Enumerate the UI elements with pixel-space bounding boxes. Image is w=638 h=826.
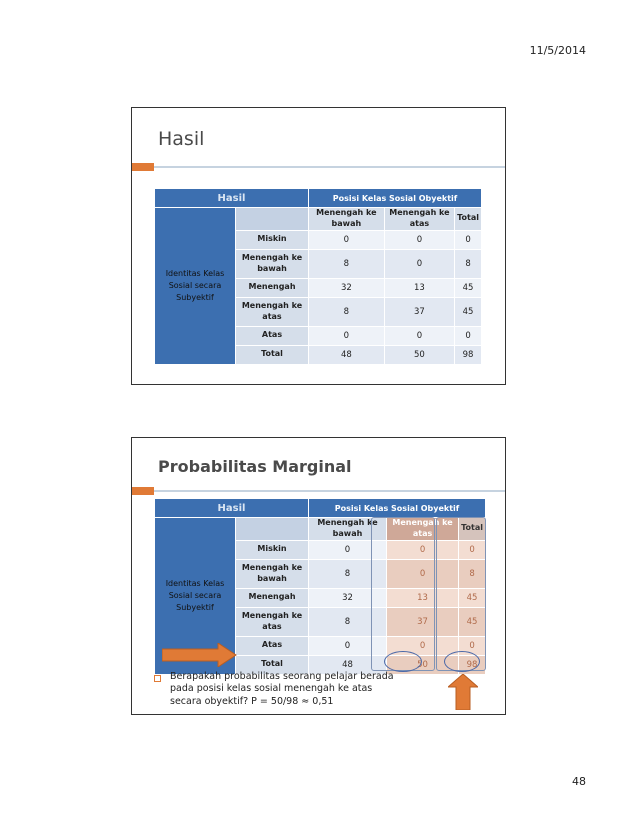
cell: 37 [384,297,454,326]
cell: 0 [309,636,387,655]
cell: 0 [384,230,454,249]
cell-highlighted: 8 [459,559,486,588]
cell: 98 [455,345,482,364]
cell: 0 [455,230,482,249]
col-header-highlighted: Menengah ke atas [386,518,458,541]
table-top-header: Posisi Kelas Sosial Obyektif [309,499,486,518]
slide-title: Hasil [158,128,205,150]
cell-highlighted: 50 [386,655,458,674]
slide-probabilitas-marginal [131,437,506,715]
title-divider [132,490,505,492]
cell-highlighted: 45 [459,588,486,607]
row-label: Menengah ke bawah [236,559,309,588]
cell: 0 [309,230,385,249]
row-label: Miskin [236,540,309,559]
right-arrow-icon [162,643,237,667]
cell: 0 [384,326,454,345]
question-bullet [154,671,404,708]
row-label: Atas [236,636,309,655]
cell: 8 [455,249,482,278]
table-hasil-header: Hasil [155,499,309,518]
row-label: Total [236,655,309,674]
row-label: Atas [236,326,309,345]
page-date: 11/5/2014 [529,44,586,57]
accent-block [132,487,154,495]
question-text: Berapakah probabilitas seorang pelajar berada pada posisi kelas sosial menengah ke atas secara obyektif? P = 50/98 ≈ 0,51 [170,671,394,707]
cell: 8 [309,249,385,278]
slide-title: Probabilitas Marginal [158,457,352,476]
cell: 32 [309,588,387,607]
cell: 0 [309,326,385,345]
cell: 0 [384,249,454,278]
cell: 48 [309,345,385,364]
cell-highlighted: 0 [459,540,486,559]
col-header: Menengah ke bawah [309,208,385,231]
cell: 48 [309,655,387,674]
cell: 8 [309,297,385,326]
slide-hasil [131,107,506,385]
cell: 0 [309,540,387,559]
row-label: Menengah [236,278,309,297]
cell-highlighted: 0 [386,559,458,588]
cell: 45 [455,278,482,297]
row-label: Menengah [236,588,309,607]
contingency-table [154,188,482,365]
cell-highlighted: 0 [386,540,458,559]
cell: 8 [309,559,387,588]
cell-highlighted: 13 [386,588,458,607]
row-label: Menengah ke atas [236,297,309,326]
col-header-highlighted: Total [459,518,486,541]
up-arrow-icon [448,674,478,710]
col-header: Total [455,208,482,231]
accent-block [132,163,154,171]
page-number: 48 [572,775,586,788]
cell-highlighted: 45 [459,607,486,636]
row-label: Miskin [236,230,309,249]
row-group-label: Identitas Kelas Sosial secara Subyektif [155,518,236,675]
row-label: Total [236,345,309,364]
col-header: Menengah ke atas [384,208,454,231]
cell: 50 [384,345,454,364]
col-header: Menengah ke bawah [309,518,387,541]
table-top-header: Posisi Kelas Sosial Obyektif [309,189,482,208]
cell-highlighted: 37 [386,607,458,636]
cell-highlighted: 0 [386,636,458,655]
cell-highlighted: 98 [459,655,486,674]
title-divider [132,166,505,168]
row-label: Menengah ke atas [236,607,309,636]
cell: 32 [309,278,385,297]
cell: 0 [455,326,482,345]
blank-cell [236,208,309,231]
cell: 45 [455,297,482,326]
row-group-label: Identitas Kelas Sosial secara Subyektif [155,208,236,365]
bullet-square-icon [154,675,161,682]
table-hasil-header: Hasil [155,189,309,208]
row-label: Menengah ke bawah [236,249,309,278]
cell: 13 [384,278,454,297]
cell: 8 [309,607,387,636]
blank-cell [236,518,309,541]
cell-highlighted: 0 [459,636,486,655]
